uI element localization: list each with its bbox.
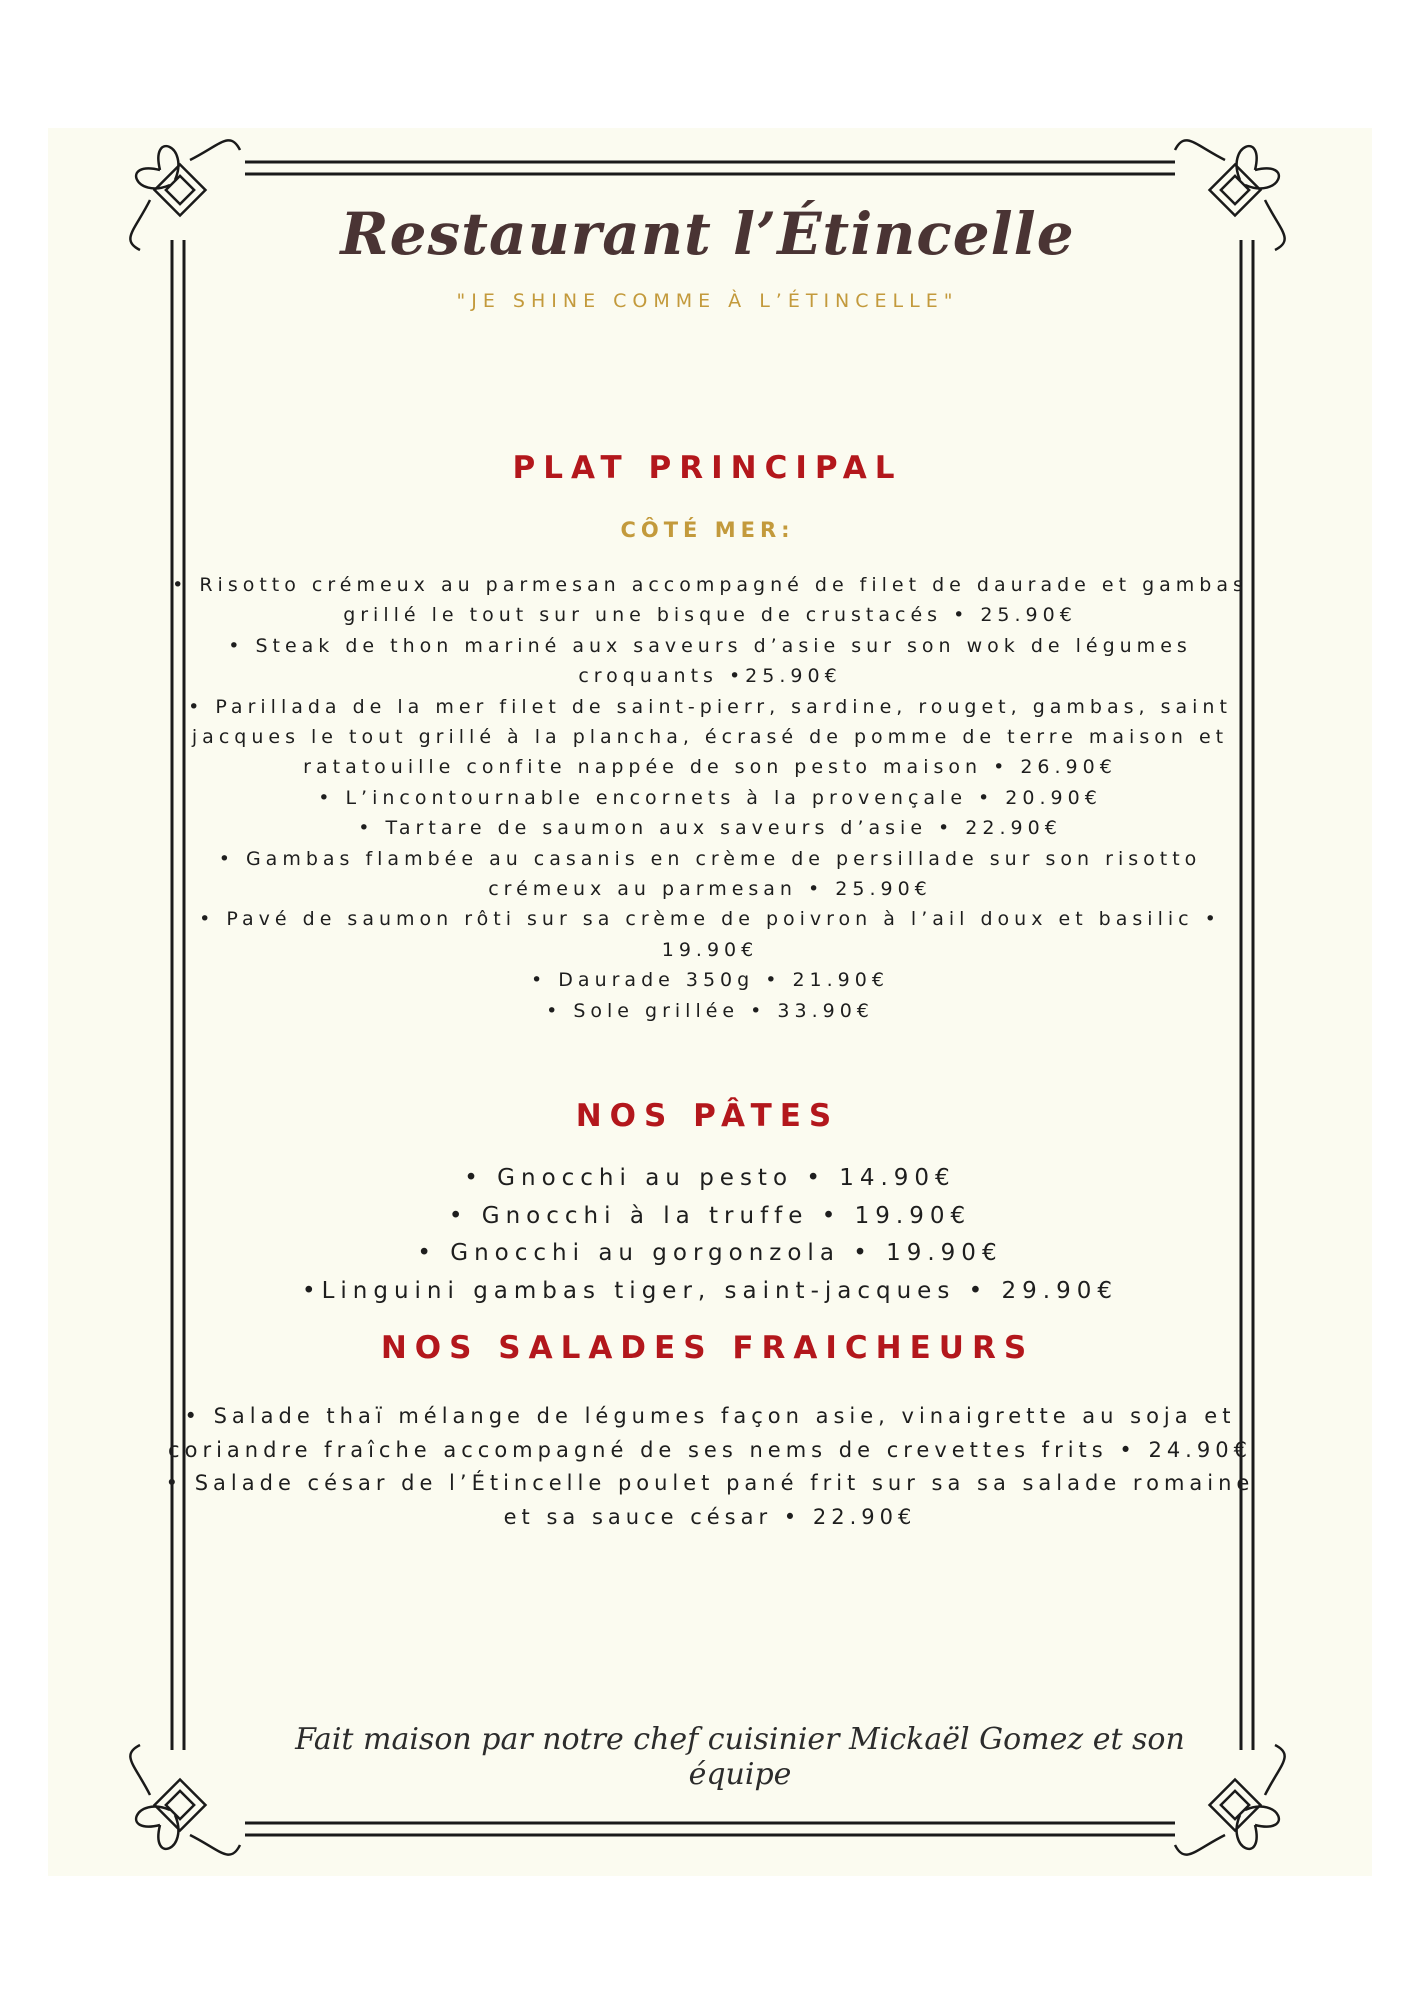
menu-item: • L’incontournable encornets à la provençale • 20.90€ [318, 786, 1102, 809]
menu-item: • Salade césar de l’Étincelle poulet pané frit sur sa sa salade romaine et sa sauce césar • 22.90€ [165, 1471, 1255, 1529]
menu-item: • Parillada de la mer filet de saint-pierr, sardine, rouget, gambas, saint jacques le tout grillé à la plancha, écrasé de pomme de terre maison et ratatouille confite nappée de son pesto maison • 26.90€ [188, 695, 1232, 779]
menu-item: • Gnocchi au gorgonzola • 19.90€ [417, 1240, 1003, 1266]
restaurant-title: Restaurant l’Étincelle [340, 200, 1075, 268]
menu-item: • Salade thaï mélange de légumes façon asie, vinaigrette au soja et coriandre fraîche accompagné de ses nems de crevettes frits • 24.90€ [168, 1404, 1252, 1462]
plat-principal-list [160, 570, 1260, 1026]
menu-item: • Tartare de saumon aux saveurs d’asie • 22.90€ [358, 817, 1062, 840]
menu-item: • Pavé de saumon rôti sur sa crème de poivron à l’ail doux et basilic • 19.90€ [199, 908, 1221, 961]
section-title-plat-principal: PLAT PRINCIPAL [512, 450, 903, 486]
section-title-nos-salades: NOS SALADES FRAICHEURS [380, 1330, 1035, 1366]
menu-item: • Risotto crémeux au parmesan accompagné de filet de daurade et gambas grillé le tout sur une bisque de crustacés • 25.90€ [172, 574, 1248, 627]
menu-item: •Linguini gambas tiger, saint-jacques • 29.90€ [302, 1277, 1118, 1304]
section-title-nos-pates: NOS PÂTES [575, 1098, 840, 1134]
tagline: "JE SHINE COMME À L’ÉTINCELLE" [456, 290, 959, 312]
menu-item: • Daurade 350g • 21.90€ [531, 969, 889, 992]
menu-item: • Gambas flambée au casanis en crème de persillade sur son risotto crémeux au parmesan • 25.90€ [218, 847, 1202, 901]
salades-list [160, 1400, 1260, 1534]
footer-signature: Fait maison par notre chef cuisinier Mickaël Gomez et son équipe [295, 1722, 1185, 1792]
subsection-title-cote-mer: CÔTÉ MER: [620, 518, 795, 542]
pates-list [160, 1160, 1260, 1310]
menu-item: • Steak de thon mariné aux saveurs d’asie sur son wok de légumes croquants •25.90€ [228, 634, 1192, 688]
corner-ornament-icon [130, 1745, 240, 1855]
menu-item: • Gnocchi à la truffe • 19.90€ [448, 1202, 972, 1229]
menu-item: • Gnocchi au pesto • 14.90€ [464, 1165, 956, 1191]
menu-item: • Sole grillée • 33.90€ [546, 999, 874, 1022]
